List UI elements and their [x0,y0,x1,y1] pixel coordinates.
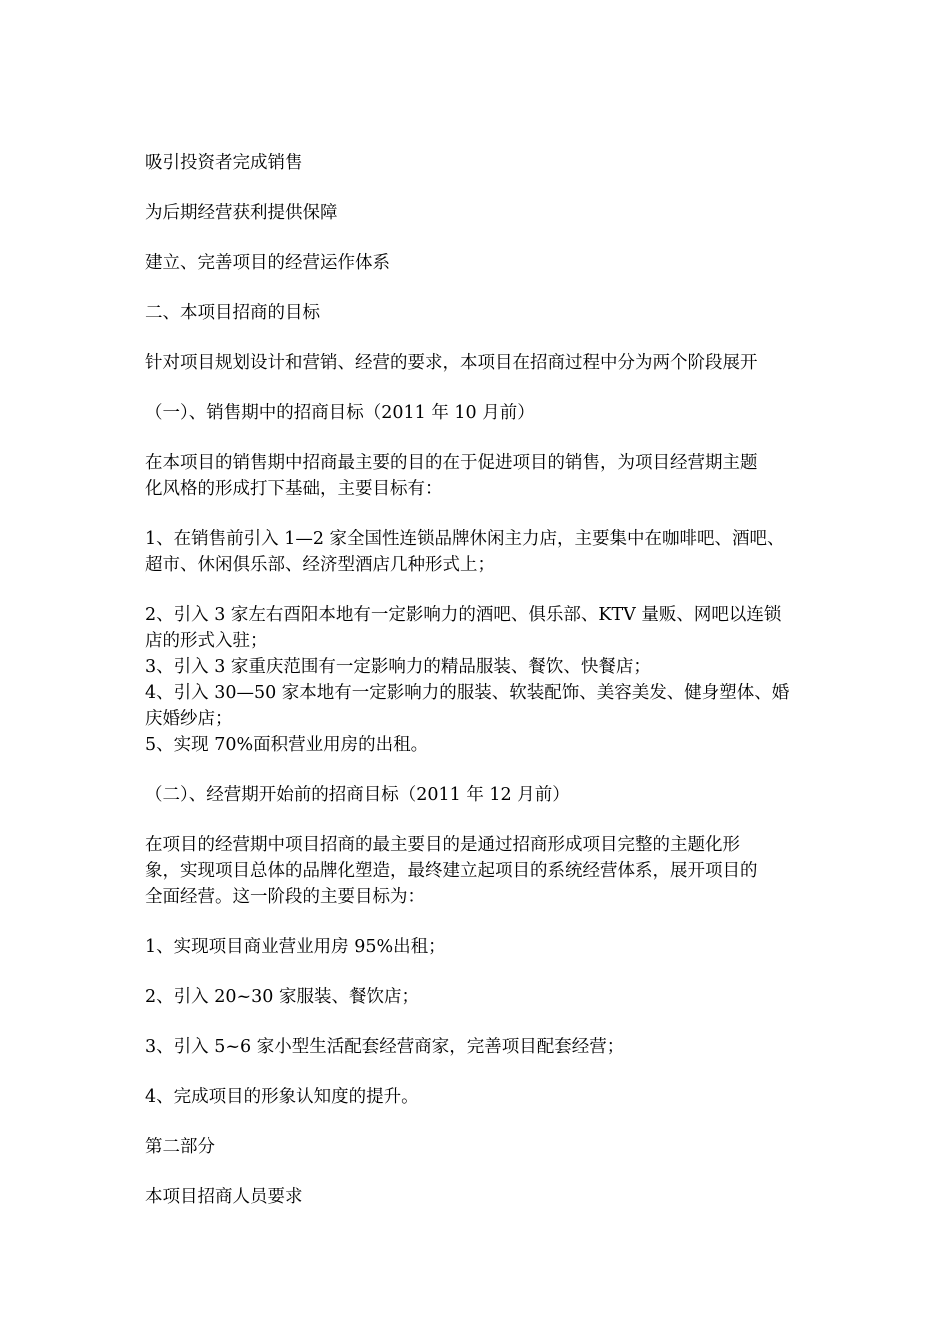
section-heading: 二、本项目招商的目标 [145,303,320,323]
list-item: 超市、休闲俱乐部、经济型酒店几种形式上； [145,555,495,575]
subsection-heading: （一）、销售期中的招商目标（2011 年 10 月前） [145,403,535,423]
paragraph: 象，实现项目总体的品牌化塑造，最终建立起项目的系统经营体系，展开项目的 [145,861,758,881]
paragraph: 化风格的形成打下基础，主要目标有： [145,479,443,499]
paragraph: 为后期经营获利提供保障 [145,203,338,223]
list-item: 4、引入 30—50 家本地有一定影响力的服装、软装配饰、美容美发、健身塑体、婚 [145,683,790,703]
list-item: 2、引入 20~30 家服装、餐饮店； [145,987,419,1007]
list-item: 3、引入 3 家重庆范围有一定影响力的精品服装、餐饮、快餐店； [145,657,651,677]
list-item: 1、实现项目商业营业用房 95%出租； [145,937,446,957]
list-item: 1、在销售前引入 1—2 家全国性连锁品牌休闲主力店，主要集中在咖啡吧、酒吧、 [145,529,785,549]
list-item: 庆婚纱店； [145,709,233,729]
paragraph: 吸引投资者完成销售 [145,153,303,173]
paragraph: 全面经营。这一阶段的主要目标为： [145,887,425,907]
subsection-heading: （二）、经营期开始前的招商目标（2011 年 12 月前） [145,785,570,805]
paragraph: 在项目的经营期中项目招商的最主要目的是通过招商形成项目完整的主题化形 [145,835,740,855]
list-item: 店的形式入驻； [145,631,268,651]
part-heading: 第二部分 [145,1137,215,1157]
paragraph: 建立、完善项目的经营运作体系 [145,253,390,273]
list-item: 2、引入 3 家左右酉阳本地有一定影响力的酒吧、俱乐部、KTV 量贩、网吧以连锁 [145,605,782,625]
list-item: 4、完成项目的形象认知度的提升。 [145,1087,419,1107]
paragraph: 在本项目的销售期中招商最主要的目的在于促进项目的销售，为项目经营期主题 [145,453,758,473]
paragraph: 针对项目规划设计和营销、经营的要求，本项目在招商过程中分为两个阶段展开 [145,353,758,373]
list-item: 3、引入 5~6 家小型生活配套经营商家，完善项目配套经营； [145,1037,625,1057]
list-item: 5、实现 70%面积营业用房的出租。 [145,735,429,755]
section-heading: 本项目招商人员要求 [145,1187,303,1207]
